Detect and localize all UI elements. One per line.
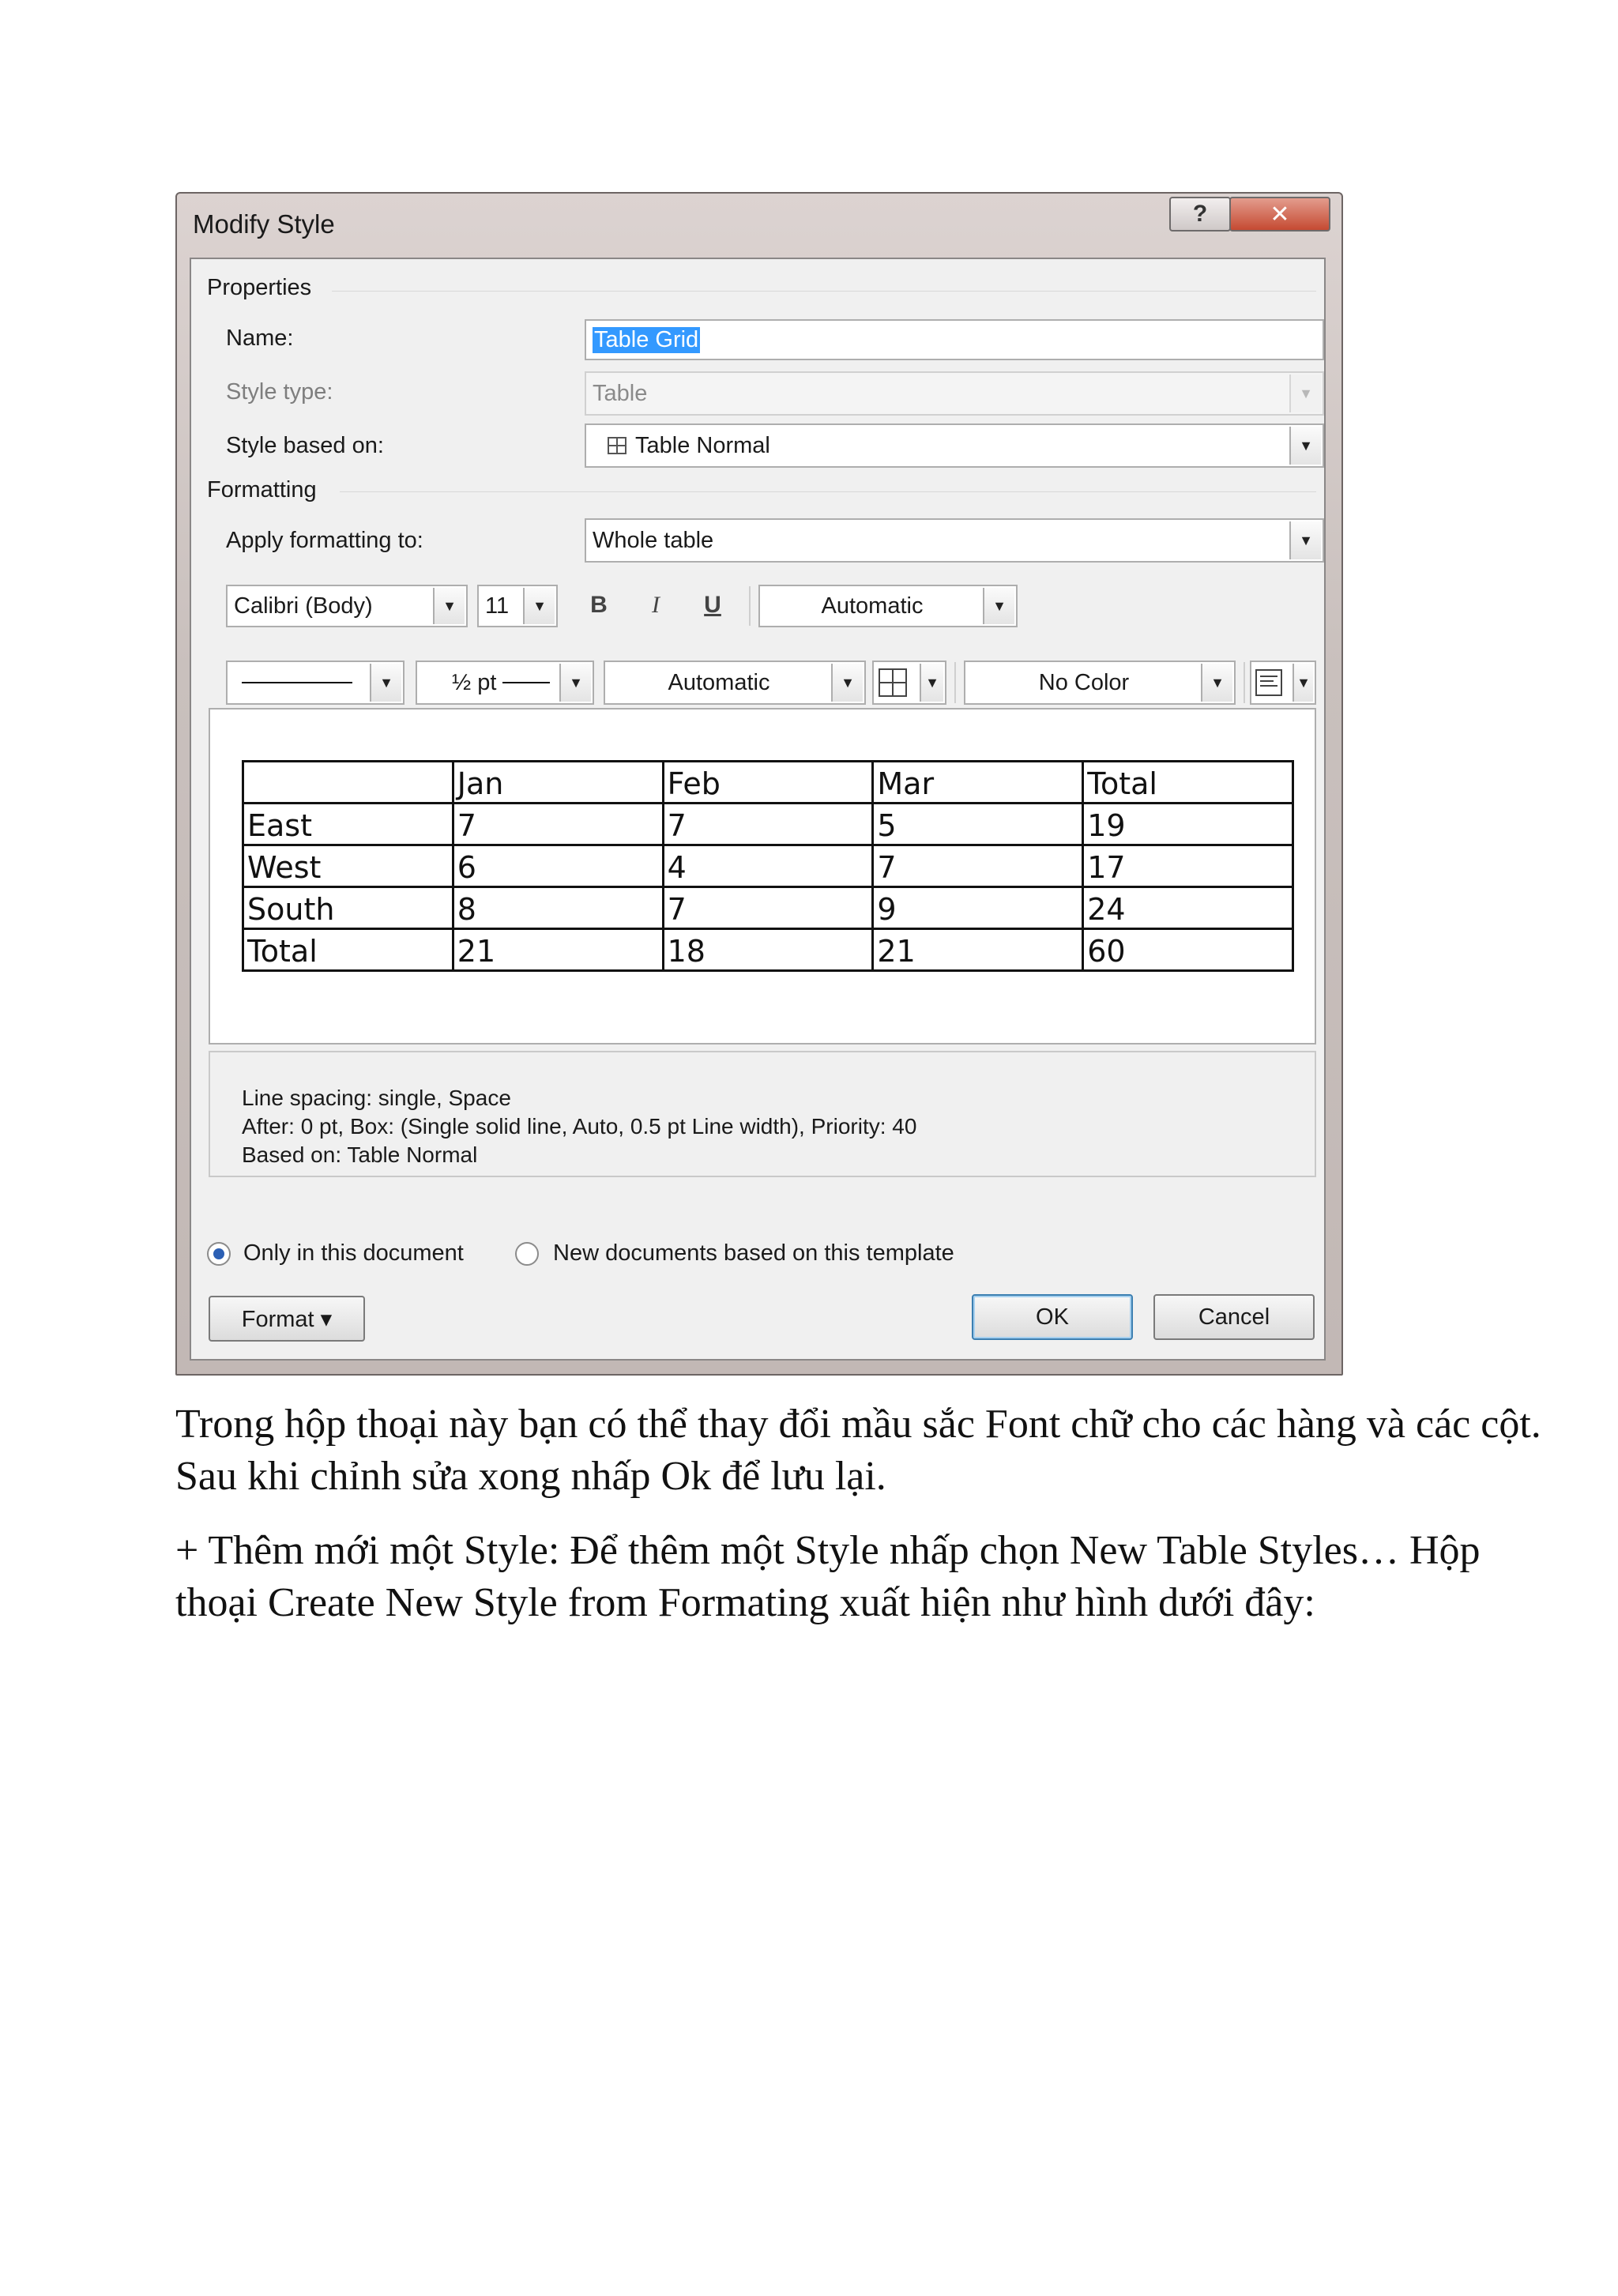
preview-table-cell: Total: [1083, 762, 1293, 804]
chevron-down-icon[interactable]: ▼: [523, 588, 555, 624]
font-size-select[interactable]: [477, 585, 558, 627]
apply-formatting-select[interactable]: [585, 518, 1324, 563]
chevron-down-icon[interactable]: ▼: [920, 664, 943, 702]
border-color-value: Automatic: [668, 669, 770, 695]
name-value: Table Grid: [594, 326, 699, 352]
font-color-select[interactable]: [758, 585, 1018, 627]
chevron-down-icon[interactable]: ▼: [433, 588, 465, 624]
preview-table-cell: 6: [453, 845, 663, 887]
preview-table-row: [243, 762, 1293, 804]
description-line: Based on: Table Normal: [242, 1142, 478, 1167]
font-color-value: Automatic: [821, 593, 924, 619]
name-label: Name:: [226, 326, 294, 351]
preview-table-cell: 5: [873, 804, 1083, 845]
apply-formatting-value: Whole table: [593, 527, 714, 553]
toolbar-separator: [749, 586, 751, 626]
toolbar-separator: [954, 662, 956, 703]
preview-table-cell: 7: [453, 804, 663, 845]
new-documents-radio[interactable]: [515, 1242, 539, 1266]
style-based-value: Table Normal: [635, 432, 770, 458]
properties-divider: [332, 291, 1316, 292]
preview-table-cell: 7: [663, 887, 873, 929]
preview-table-cell: 17: [1083, 845, 1293, 887]
preview-table-row: [243, 929, 1293, 971]
border-color-select[interactable]: [604, 661, 866, 705]
properties-heading: Properties: [207, 275, 312, 300]
chevron-down-icon[interactable]: ▼: [1201, 664, 1232, 702]
font-size-value: 11: [485, 593, 510, 619]
font-select[interactable]: [226, 585, 468, 627]
preview-table-cell: East: [243, 804, 453, 845]
style-type-select: [585, 371, 1324, 416]
italic-button[interactable]: I: [652, 592, 660, 618]
style-type-value: Table: [593, 380, 648, 406]
formatting-heading: Formatting: [207, 477, 317, 502]
borders-button[interactable]: [872, 661, 946, 705]
preview-table-cell: 21: [873, 929, 1083, 971]
ok-button[interactable]: OK: [972, 1294, 1133, 1340]
chevron-down-icon[interactable]: ▼: [370, 664, 401, 702]
preview-table-cell: 7: [873, 845, 1083, 887]
chevron-down-icon[interactable]: ▼: [1293, 664, 1313, 702]
line-weight-value: ½ pt: [452, 669, 497, 695]
title-bar: [177, 194, 1341, 257]
preview-table-cell: [243, 762, 453, 804]
preview-table-cell: 8: [453, 887, 663, 929]
preview-table-cell: 7: [663, 804, 873, 845]
preview-table-cell: 4: [663, 845, 873, 887]
shading-select[interactable]: [964, 661, 1236, 705]
format-button[interactable]: Format ▾: [209, 1296, 365, 1342]
all-borders-icon: [877, 667, 909, 698]
paragraph-1: Trong hộp thoại này bạn có thể thay đổi mầu sắc Font chữ cho các hàng và các cột. Sau khi chỉnh sửa xong nhấp Ok để lưu lại.: [175, 1402, 1541, 1499]
chevron-down-icon: ▼: [1289, 375, 1321, 412]
preview-table-cell: Total: [243, 929, 453, 971]
preview-table-row: [243, 845, 1293, 887]
style-preview: [209, 708, 1316, 1044]
shading-value: No Color: [1038, 669, 1130, 695]
table-icon: [607, 436, 627, 455]
preview-table-cell: 60: [1083, 929, 1293, 971]
chevron-down-icon[interactable]: ▼: [559, 664, 591, 702]
new-documents-label[interactable]: New documents based on this template: [553, 1240, 954, 1266]
line-style-select[interactable]: [226, 661, 404, 705]
line-weight-select[interactable]: [416, 661, 594, 705]
chevron-down-icon[interactable]: ▼: [831, 664, 863, 702]
preview-table-cell: South: [243, 887, 453, 929]
preview-table: [242, 760, 1294, 972]
preview-table-cell: 19: [1083, 804, 1293, 845]
formatting-divider: [340, 491, 1316, 492]
style-type-label: Style type:: [226, 379, 333, 405]
toolbar-separator: [1244, 662, 1245, 703]
chevron-down-icon[interactable]: ▼: [983, 588, 1014, 624]
only-this-document-radio[interactable]: [207, 1242, 231, 1266]
preview-table-row: [243, 804, 1293, 845]
dialog-title: Modify Style: [193, 209, 335, 239]
cancel-button[interactable]: Cancel: [1153, 1294, 1315, 1340]
align-text-icon: [1255, 668, 1283, 697]
preview-table-cell: Feb: [663, 762, 873, 804]
underline-button[interactable]: U: [704, 592, 721, 618]
preview-table-cell: Mar: [873, 762, 1083, 804]
apply-formatting-label: Apply formatting to:: [226, 528, 423, 553]
font-value: Calibri (Body): [234, 593, 373, 619]
preview-table-cell: 21: [453, 929, 663, 971]
style-description: [209, 1051, 1316, 1177]
description-line: Line spacing: single, Space: [242, 1086, 511, 1110]
description-line: After: 0 pt, Box: (Single solid line, Auto, 0.5 pt Line width), Priority: 40: [242, 1114, 917, 1139]
preview-table-cell: 18: [663, 929, 873, 971]
chevron-down-icon[interactable]: ▼: [1289, 521, 1321, 559]
preview-table-cell: West: [243, 845, 453, 887]
preview-table-cell: 24: [1083, 887, 1293, 929]
bold-button[interactable]: B: [590, 592, 608, 618]
only-this-document-label[interactable]: Only in this document: [243, 1240, 464, 1266]
chevron-down-icon[interactable]: ▼: [1289, 427, 1321, 465]
paragraph-2: + Thêm mới một Style: Để thêm một Style nhấp chọn New Table Styles… Hộp thoại Create New Style from Formating xuất hiện như hình dưới đây:: [175, 1528, 1481, 1625]
style-based-select[interactable]: [585, 423, 1324, 468]
name-input[interactable]: [585, 319, 1324, 360]
alignment-button[interactable]: [1250, 661, 1316, 705]
preview-table-cell: 9: [873, 887, 1083, 929]
preview-table-row: [243, 887, 1293, 929]
line-weight-sample-icon: [502, 680, 550, 685]
solid-line-icon: [242, 680, 352, 685]
preview-table-cell: Jan: [453, 762, 663, 804]
close-button[interactable]: ✕: [1229, 197, 1330, 231]
help-button[interactable]: ?: [1169, 197, 1231, 231]
style-based-label: Style based on:: [226, 433, 384, 458]
